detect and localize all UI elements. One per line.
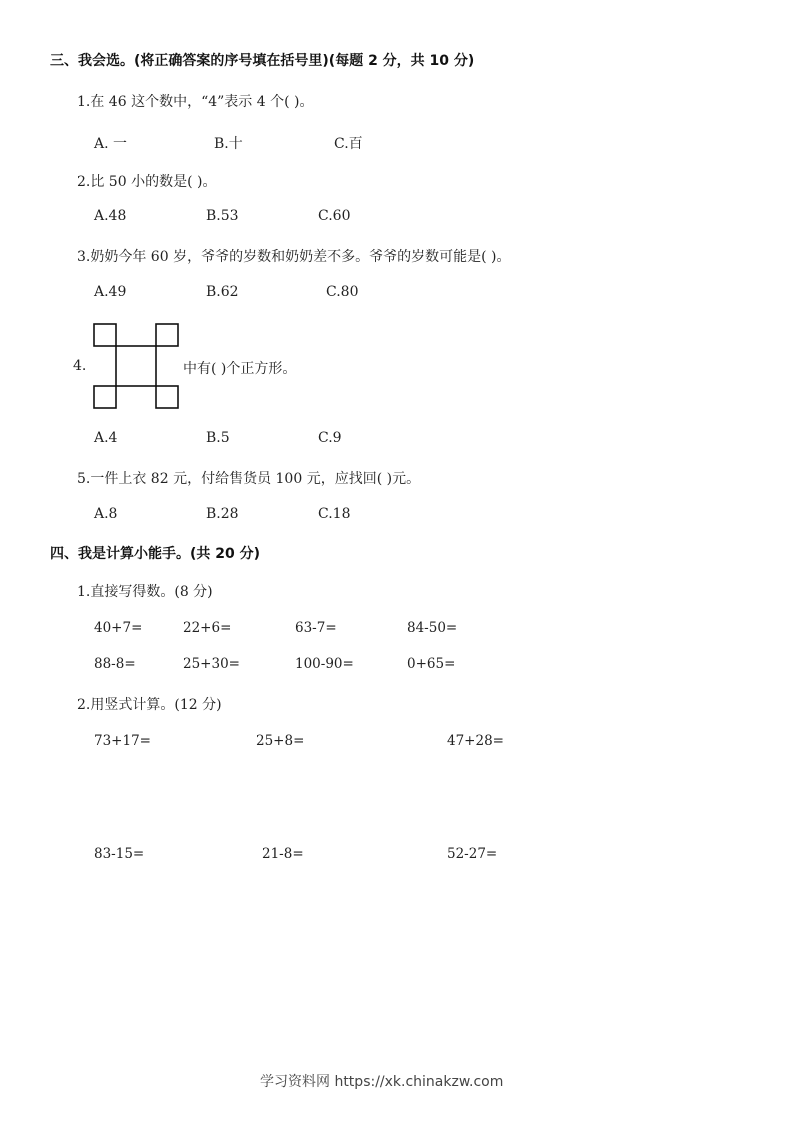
mental-calc-item: 88-8= [94, 656, 136, 672]
vertical-calc-item: 47+28= [447, 733, 504, 749]
q1-option-c: C.百 [334, 136, 363, 152]
figure-square-center [116, 346, 156, 386]
q3-option-c: C.80 [326, 284, 359, 300]
q5-option-a: A.8 [94, 506, 118, 522]
squares-figure [92, 322, 182, 412]
vertical-calc-item: 52-27= [447, 846, 498, 862]
mental-calc-item: 22+6= [183, 620, 232, 636]
section-3-title: 三、我会选。(将正确答案的序号填在括号里)(每题 2 分，共 10 分) [50, 53, 475, 69]
question-4-number: 4. [73, 358, 87, 374]
question-1: 1.在 46 这个数中，“4”表示 4 个( )。 [77, 94, 314, 110]
vertical-calc-item: 25+8= [256, 733, 305, 749]
figure-square-bottom-right [156, 386, 178, 408]
question-5: 5.一件上衣 82 元，付给售货员 100 元，应找回( )元。 [77, 471, 421, 487]
q3-option-b: B.62 [206, 284, 239, 300]
figure-square-bottom-left [94, 386, 116, 408]
figure-square-top-right [156, 324, 178, 346]
q3-option-a: A.49 [94, 284, 127, 300]
mental-calc-item: 63-7= [295, 620, 337, 636]
q4-option-a: A.4 [94, 430, 118, 446]
mental-calc-item: 40+7= [94, 620, 143, 636]
q2-option-c: C.60 [318, 208, 351, 224]
vertical-calc-item: 73+17= [94, 733, 151, 749]
question-3: 3.奶奶今年 60 岁，爷爷的岁数和奶奶差不多。爷爷的岁数可能是( )。 [77, 249, 511, 265]
part-2-label: 2.用竖式计算。(12 分) [77, 697, 222, 713]
vertical-calc-item: 83-15= [94, 846, 145, 862]
section-4-title: 四、我是计算小能手。(共 20 分) [50, 546, 261, 562]
figure-square-top-left [94, 324, 116, 346]
q1-option-b: B.十 [214, 136, 243, 152]
part-1-label: 1.直接写得数。(8 分) [77, 584, 213, 600]
question-4: 中有( )个正方形。 [183, 361, 297, 377]
mental-calc-item: 84-50= [407, 620, 458, 636]
footer-watermark-text: 学习资料网 https://xk.chinakzw.com [260, 1074, 504, 1090]
question-2: 2.比 50 小的数是( )。 [77, 174, 217, 190]
q1-option-a: A. 一 [94, 136, 128, 152]
mental-calc-item: 100-90= [295, 656, 354, 672]
q5-option-b: B.28 [206, 506, 239, 522]
q4-option-b: B.5 [206, 430, 230, 446]
q4-option-c: C.9 [318, 430, 342, 446]
mental-calc-item: 25+30= [183, 656, 240, 672]
vertical-calc-item: 21-8= [262, 846, 304, 862]
q2-option-b: B.53 [206, 208, 239, 224]
q2-option-a: A.48 [94, 208, 127, 224]
q5-option-c: C.18 [318, 506, 351, 522]
mental-calc-item: 0+65= [407, 656, 456, 672]
